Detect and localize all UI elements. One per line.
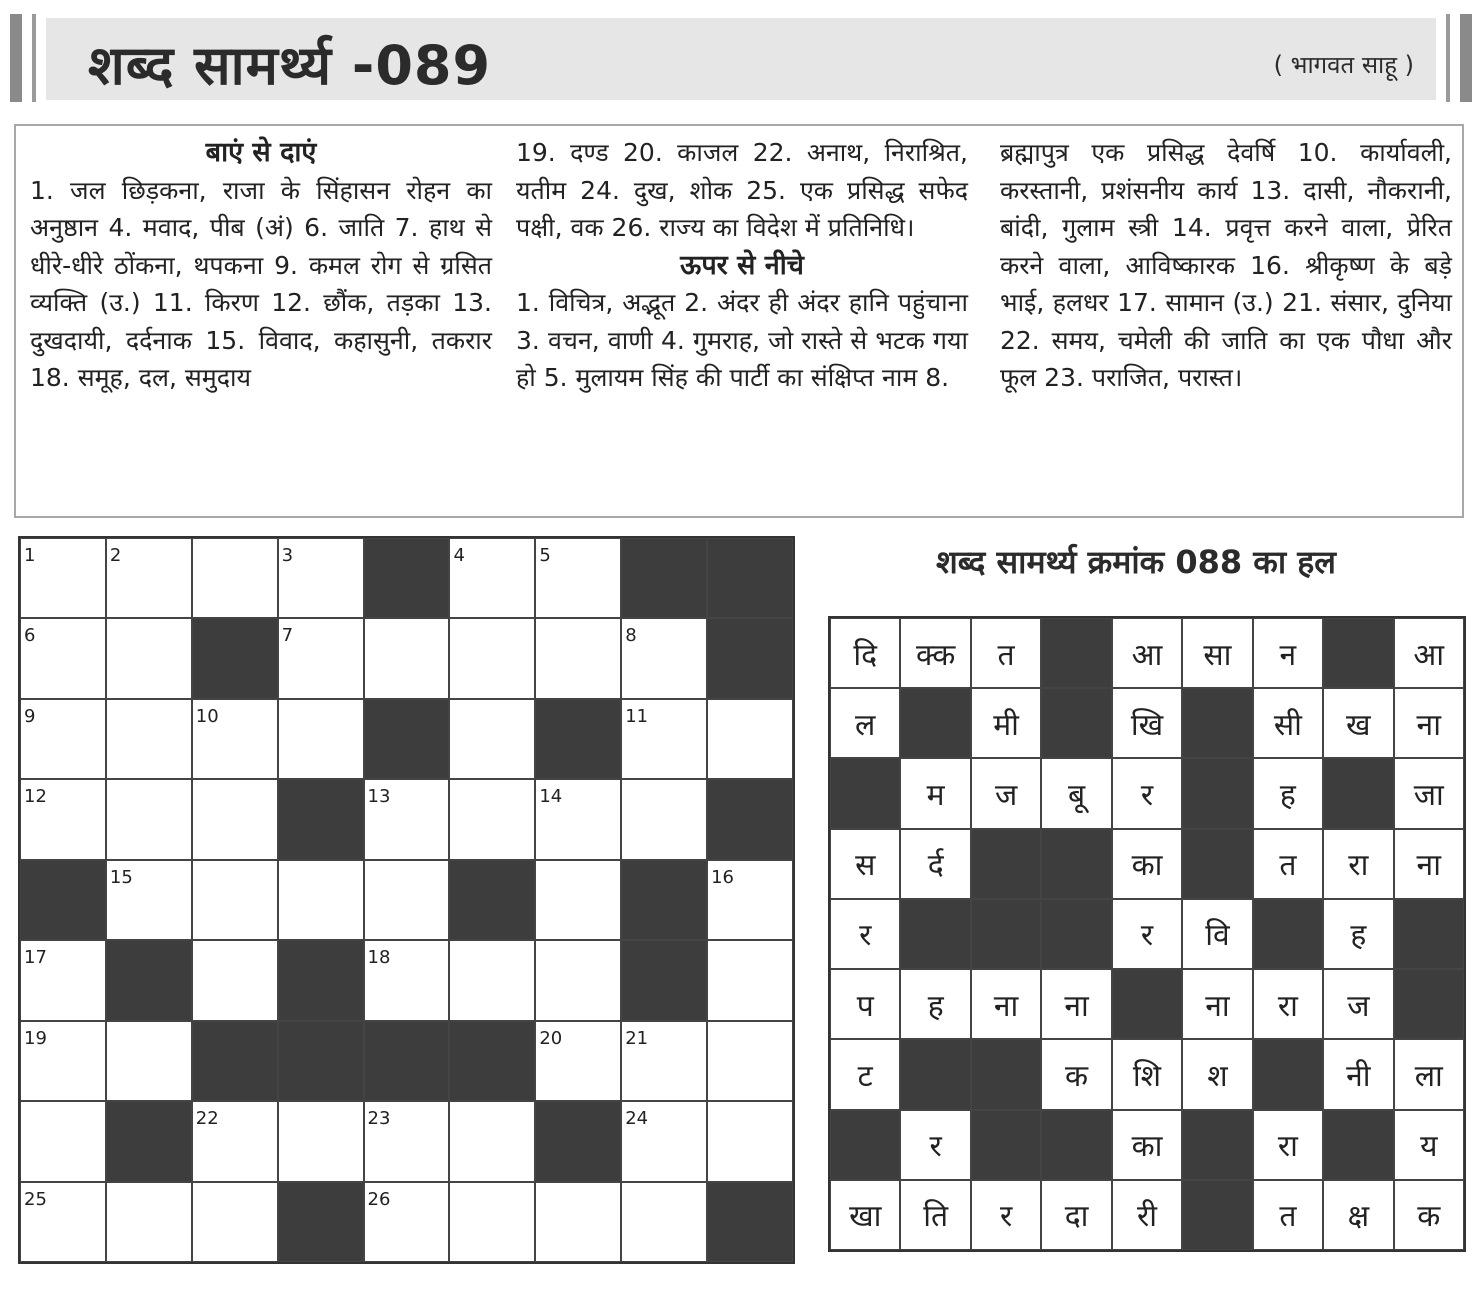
grid-cell[interactable] bbox=[106, 538, 192, 618]
grid-cell[interactable] bbox=[621, 779, 707, 859]
solution-title: शब्द सामर्थ्य क्रमांक 088 का हल bbox=[935, 543, 1336, 581]
author-credit: ( भागवत साहू ) bbox=[1273, 51, 1414, 79]
solution-black-cell bbox=[1182, 1180, 1252, 1250]
grid-cell[interactable] bbox=[535, 1182, 621, 1262]
solution-cell: दि bbox=[830, 618, 900, 688]
solution-cell: खा bbox=[830, 1180, 900, 1250]
solution-cell: शि bbox=[1112, 1039, 1182, 1109]
black-cell bbox=[278, 1021, 364, 1101]
solution-black-cell bbox=[1041, 688, 1111, 758]
solution-cell: क्ष bbox=[1323, 1180, 1393, 1250]
grid-cell[interactable] bbox=[621, 1101, 707, 1181]
grid-cell[interactable] bbox=[192, 1182, 278, 1262]
solution-black-cell bbox=[1182, 688, 1252, 758]
grid-cell[interactable] bbox=[535, 779, 621, 859]
solution-cell: ख bbox=[1323, 688, 1393, 758]
left-rule-thin bbox=[32, 14, 36, 102]
clue-number: 17 bbox=[24, 947, 47, 969]
grid-cell[interactable] bbox=[535, 618, 621, 698]
solution-cell: सा bbox=[1182, 618, 1252, 688]
down-clues-part-2: ब्रह्मापुत्र एक प्रसिद्ध देवर्षि 10. कार्यावली, करस्तानी, प्रशंसनीय कार्य 13. दासी, नौकरानी, बांदी, गुलाम स्त्री 14. प्रवृत्त करने वाला, प्रेरित करने वाला, आविष्कारक 16. श्रीकृष्ण के बड़े भाई, हलधर 17. सामान (उ.) 21. संसार, दुनिया 22. समय, चमेली की जाति का एक पौधा और फूल 23. पराजित, परास्त। bbox=[1000, 138, 1452, 392]
solution-cell: र bbox=[830, 899, 900, 969]
solution-cell: ज bbox=[971, 758, 1041, 828]
solution-cell: रा bbox=[1253, 969, 1323, 1039]
grid-cell[interactable] bbox=[20, 1101, 106, 1181]
solution-black-cell bbox=[1394, 969, 1464, 1039]
solution-cell: प bbox=[830, 969, 900, 1039]
grid-cell[interactable] bbox=[192, 779, 278, 859]
grid-cell[interactable] bbox=[364, 1182, 450, 1262]
solution-cell: र bbox=[900, 1110, 970, 1180]
black-cell bbox=[278, 1182, 364, 1262]
grid-cell[interactable] bbox=[621, 699, 707, 779]
solution-cell: री bbox=[1112, 1180, 1182, 1250]
solution-black-cell bbox=[971, 899, 1041, 969]
clue-number: 9 bbox=[24, 705, 36, 727]
solution-cell: ति bbox=[900, 1180, 970, 1250]
grid-cell[interactable] bbox=[449, 538, 535, 618]
grid-cell[interactable] bbox=[192, 860, 278, 940]
solution-cell: म bbox=[900, 758, 970, 828]
grid-cell[interactable] bbox=[449, 699, 535, 779]
grid-cell[interactable] bbox=[192, 1101, 278, 1181]
solution-cell: रा bbox=[1323, 829, 1393, 899]
grid-cell[interactable] bbox=[106, 699, 192, 779]
clue-number: 2 bbox=[109, 545, 122, 566]
grid-cell[interactable] bbox=[449, 779, 535, 859]
clue-number: 21 bbox=[625, 1027, 649, 1049]
grid-cell[interactable] bbox=[106, 779, 192, 859]
solution-cell: का bbox=[1112, 829, 1182, 899]
clue-number: 16 bbox=[711, 866, 735, 888]
solution-black-cell bbox=[1253, 899, 1323, 969]
across-clues-part-1: 1. जल छिड़कना, राजा के सिंहासन रोहन का अनुष्ठान 4. मवाद, पीब (अं) 6. जाति 7. हाथ से धीरे-धीरे ठोंकना, थपकना 9. कमल रोग से ग्रसित व्यक्ति (उ.) 11. किरण 12. छौंक, तड़का 13. दुखदायी, दर्दनाक 15. विवाद, कहासुनी, तकरार 18. समूह, दल, समुदाय bbox=[30, 175, 492, 392]
clue-number: 1 bbox=[24, 545, 36, 566]
solution-black-cell bbox=[900, 899, 970, 969]
solution-cell: ना bbox=[971, 969, 1041, 1039]
grid-cell[interactable] bbox=[449, 618, 535, 698]
solution-cell: र bbox=[1112, 899, 1182, 969]
solution-black-cell bbox=[1323, 618, 1393, 688]
grid-cell[interactable] bbox=[364, 1101, 450, 1181]
solution-cell: र्द bbox=[900, 829, 970, 899]
grid-cell[interactable] bbox=[20, 699, 106, 779]
clue-number: 13 bbox=[367, 786, 391, 808]
solution-cell: ह bbox=[1253, 758, 1323, 828]
black-cell bbox=[278, 940, 364, 1020]
grid-cell[interactable] bbox=[20, 538, 106, 618]
black-cell bbox=[278, 779, 364, 859]
grid-cell[interactable] bbox=[535, 940, 621, 1020]
grid-cell[interactable] bbox=[364, 618, 450, 698]
clues-box bbox=[14, 124, 1464, 518]
solution-black-cell bbox=[1323, 1110, 1393, 1180]
black-cell bbox=[621, 860, 707, 940]
clue-number: 6 bbox=[24, 625, 36, 647]
black-cell bbox=[707, 1182, 793, 1262]
clue-number: 19 bbox=[24, 1027, 47, 1049]
solution-cell: र bbox=[971, 1180, 1041, 1250]
solution-black-cell bbox=[1041, 1110, 1111, 1180]
clue-number: 26 bbox=[367, 1188, 391, 1210]
down-heading: ऊपर से नीचे bbox=[680, 249, 804, 281]
grid-cell[interactable] bbox=[20, 1021, 106, 1101]
left-rule bbox=[10, 14, 22, 102]
solution-black-cell bbox=[1182, 758, 1252, 828]
black-cell bbox=[364, 538, 450, 618]
solution-cell: ल bbox=[830, 688, 900, 758]
solution-cell: ह bbox=[900, 969, 970, 1039]
solution-cell: दा bbox=[1041, 1180, 1111, 1250]
grid-cell[interactable] bbox=[364, 940, 450, 1020]
black-cell bbox=[621, 538, 707, 618]
solution-cell: रा bbox=[1253, 1110, 1323, 1180]
grid-cell[interactable] bbox=[707, 940, 793, 1020]
black-cell bbox=[707, 538, 793, 618]
clue-number: 12 bbox=[24, 786, 47, 808]
grid-cell[interactable] bbox=[535, 538, 621, 618]
black-cell bbox=[106, 1101, 192, 1181]
black-cell bbox=[707, 618, 793, 698]
solution-cell: क्क bbox=[900, 618, 970, 688]
grid-cell[interactable] bbox=[535, 860, 621, 940]
right-rule bbox=[1460, 14, 1472, 102]
solution-black-cell bbox=[971, 1110, 1041, 1180]
grid-cell[interactable] bbox=[364, 779, 450, 859]
clue-number: 7 bbox=[281, 625, 294, 647]
grid-cell[interactable] bbox=[106, 1182, 192, 1262]
solution-black-cell bbox=[971, 1039, 1041, 1109]
grid-cell[interactable] bbox=[278, 699, 364, 779]
grid-cell[interactable] bbox=[106, 860, 192, 940]
solution-black-cell bbox=[971, 829, 1041, 899]
solution-cell: आ bbox=[1112, 618, 1182, 688]
grid-cell[interactable] bbox=[364, 860, 450, 940]
black-cell bbox=[449, 860, 535, 940]
clue-number: 24 bbox=[625, 1108, 649, 1130]
grid-cell[interactable] bbox=[449, 1182, 535, 1262]
solution-black-cell bbox=[830, 1110, 900, 1180]
clue-number: 4 bbox=[453, 545, 465, 566]
black-cell bbox=[535, 699, 621, 779]
clues-column-1 bbox=[30, 134, 492, 397]
solution-cell: ना bbox=[1182, 969, 1252, 1039]
solution-cell: त bbox=[1253, 829, 1323, 899]
down-clues-part-1: 1. विचित्र, अद्भूत 2. अंदर ही अंदर हानि पहुंचाना 3. वचन, वाणी 4. गुमराह, जो रास्ते से भटक गया हो 5. मुलायम सिंह की पार्टी का संक्षिप्त नाम 8. bbox=[516, 288, 968, 392]
solution-cell: ना bbox=[1041, 969, 1111, 1039]
solution-cell: सी bbox=[1253, 688, 1323, 758]
solution-cell: ना bbox=[1394, 829, 1464, 899]
grid-cell[interactable] bbox=[707, 1021, 793, 1101]
solution-black-cell bbox=[1112, 969, 1182, 1039]
solution-cell: य bbox=[1394, 1110, 1464, 1180]
grid-cell[interactable] bbox=[20, 1182, 106, 1262]
black-cell bbox=[449, 1021, 535, 1101]
solution-cell: ह bbox=[1323, 899, 1393, 969]
clue-number: 20 bbox=[539, 1027, 563, 1049]
grid-cell[interactable] bbox=[20, 779, 106, 859]
solution-black-cell bbox=[900, 688, 970, 758]
clue-number: 22 bbox=[195, 1108, 219, 1130]
solution-cell: ना bbox=[1394, 688, 1464, 758]
solution-black-cell bbox=[830, 758, 900, 828]
across-heading: बाएं से दाएं bbox=[205, 137, 317, 168]
solution-grid bbox=[828, 616, 1466, 1252]
solution-cell: न bbox=[1253, 618, 1323, 688]
solution-cell: क bbox=[1394, 1180, 1464, 1250]
solution-cell: मी bbox=[971, 688, 1041, 758]
grid-cell[interactable] bbox=[707, 699, 793, 779]
solution-black-cell bbox=[1041, 618, 1111, 688]
grid-cell[interactable] bbox=[278, 538, 364, 618]
black-cell bbox=[20, 860, 106, 940]
clue-number: 8 bbox=[625, 625, 637, 647]
crossword-grid bbox=[18, 536, 795, 1264]
solution-black-cell bbox=[1323, 758, 1393, 828]
black-cell bbox=[621, 940, 707, 1020]
grid-cell[interactable] bbox=[707, 1101, 793, 1181]
solution-black-cell bbox=[1182, 829, 1252, 899]
solution-cell: ट bbox=[830, 1039, 900, 1109]
clue-number: 15 bbox=[109, 866, 133, 888]
black-cell bbox=[364, 1021, 450, 1101]
solution-black-cell bbox=[900, 1039, 970, 1109]
grid-cell[interactable] bbox=[20, 618, 106, 698]
solution-black-cell bbox=[1041, 899, 1111, 969]
grid-cell[interactable] bbox=[535, 1021, 621, 1101]
grid-cell[interactable] bbox=[278, 860, 364, 940]
grid-cell[interactable] bbox=[106, 1021, 192, 1101]
grid-cell[interactable] bbox=[106, 618, 192, 698]
solution-cell: क bbox=[1041, 1039, 1111, 1109]
clue-number: 11 bbox=[625, 705, 649, 727]
solution-black-cell bbox=[1394, 899, 1464, 969]
clue-number: 23 bbox=[367, 1108, 391, 1130]
header-banner bbox=[10, 14, 1472, 106]
solution-cell: बू bbox=[1041, 758, 1111, 828]
solution-cell: आ bbox=[1394, 618, 1464, 688]
grid-cell[interactable] bbox=[20, 940, 106, 1020]
black-cell bbox=[106, 940, 192, 1020]
grid-cell[interactable] bbox=[192, 538, 278, 618]
solution-cell: नी bbox=[1323, 1039, 1393, 1109]
grid-cell[interactable] bbox=[621, 1021, 707, 1101]
black-cell bbox=[192, 1021, 278, 1101]
clue-number: 18 bbox=[367, 947, 391, 969]
across-clues-part-2: 19. दण्ड 20. काजल 22. अनाथ, निराश्रित, यतीम 24. दुख, शोक 25. एक प्रसिद्ध सफेद पक्षी, वक 26. राज्य का विदेश में प्रतिनिधि। bbox=[516, 138, 968, 242]
grid-cell[interactable] bbox=[449, 940, 535, 1020]
solution-cell: का bbox=[1112, 1110, 1182, 1180]
solution-cell: ज bbox=[1323, 969, 1393, 1039]
black-cell bbox=[535, 1101, 621, 1181]
solution-cell: त bbox=[1253, 1180, 1323, 1250]
clues-column-3 bbox=[1000, 134, 1452, 397]
black-cell bbox=[364, 699, 450, 779]
grid-cell[interactable] bbox=[621, 618, 707, 698]
solution-cell: त bbox=[971, 618, 1041, 688]
clues-column-2 bbox=[516, 134, 968, 397]
solution-cell: वि bbox=[1182, 899, 1252, 969]
solution-cell: र bbox=[1112, 758, 1182, 828]
page-title: शब्द सामर्थ्य -089 bbox=[88, 34, 492, 97]
solution-black-cell bbox=[1041, 829, 1111, 899]
grid-cell[interactable] bbox=[707, 860, 793, 940]
black-cell bbox=[192, 618, 278, 698]
clue-number: 10 bbox=[195, 705, 219, 727]
solution-black-cell bbox=[1253, 1039, 1323, 1109]
clue-number: 14 bbox=[539, 786, 563, 808]
solution-cell: स bbox=[830, 829, 900, 899]
solution-cell: जा bbox=[1394, 758, 1464, 828]
solution-cell: खि bbox=[1112, 688, 1182, 758]
grid-cell[interactable] bbox=[278, 1101, 364, 1181]
clue-number: 3 bbox=[281, 545, 294, 566]
solution-cell: ला bbox=[1394, 1039, 1464, 1109]
grid-cell[interactable] bbox=[192, 940, 278, 1020]
solution-cell: श bbox=[1182, 1039, 1252, 1109]
grid-cell[interactable] bbox=[192, 699, 278, 779]
grid-cell[interactable] bbox=[621, 1182, 707, 1262]
clue-number: 5 bbox=[539, 545, 551, 566]
grid-cell[interactable] bbox=[449, 1101, 535, 1181]
right-rule-thin bbox=[1446, 14, 1450, 102]
grid-cell[interactable] bbox=[278, 618, 364, 698]
black-cell bbox=[707, 779, 793, 859]
solution-black-cell bbox=[1182, 1110, 1252, 1180]
clue-number: 25 bbox=[24, 1188, 47, 1210]
